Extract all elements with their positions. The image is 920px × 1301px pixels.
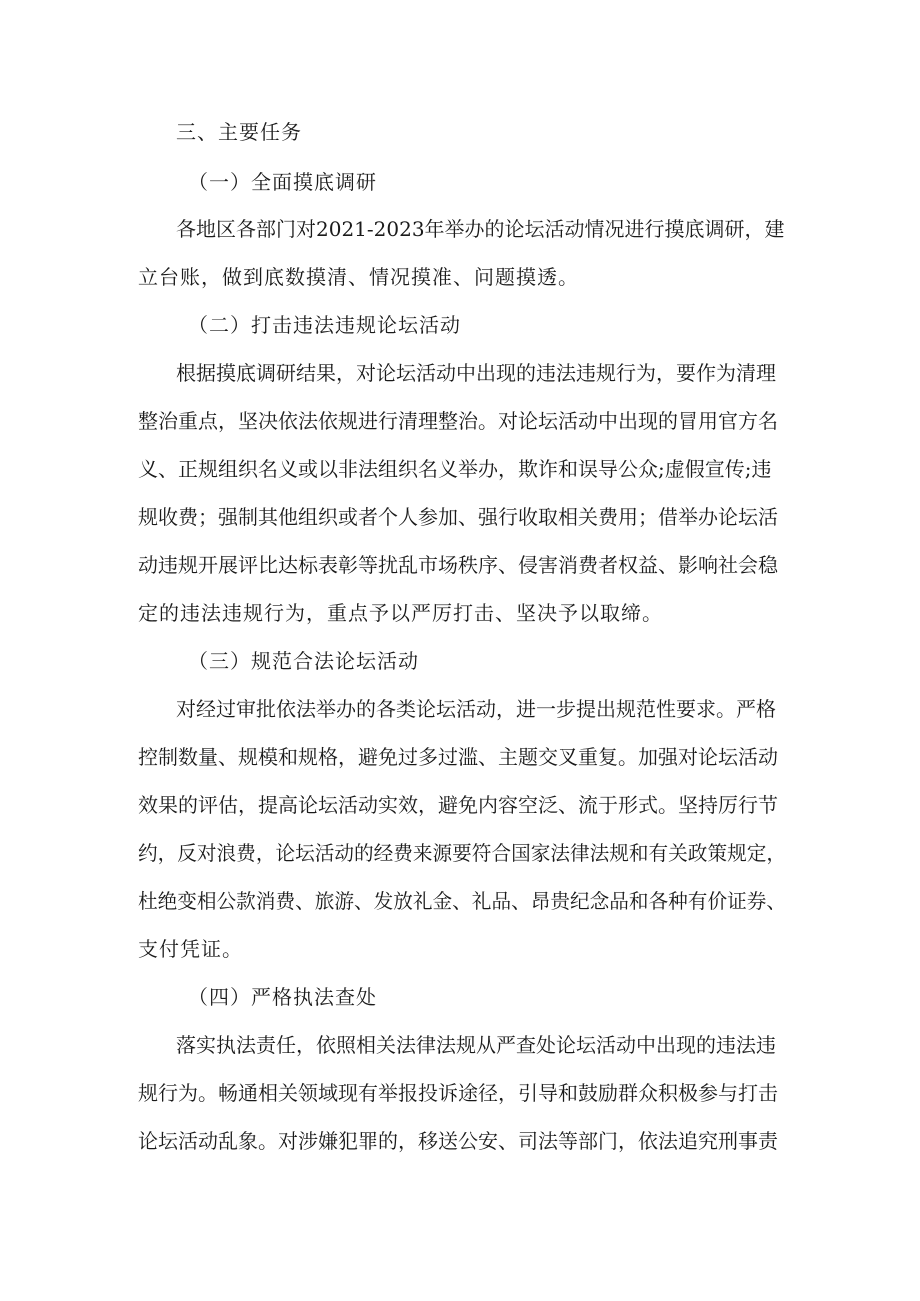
subsection-heading-4: （四）严格执法查处: [188, 985, 377, 1009]
subsection-heading-2: （二）打击违法违规论坛活动: [188, 313, 461, 337]
paragraph-line: 论坛活动乱象。对涉嫌犯罪的，移送公安、司法等部门，依法追究刑事责: [138, 1129, 778, 1153]
paragraph-line: 各地区各部门对2021-2023年举办的论坛活动情况进行摸底调研，建: [176, 217, 785, 241]
paragraph-line: 对经过审批依法举办的各类论坛活动，进一步提出规范性要求。严格: [176, 697, 776, 721]
paragraph-line: 效果的评估，提高论坛活动实效，避免内容空泛、流于形式。坚持厉行节: [138, 793, 778, 817]
paragraph-line: 规收费；强制其他组织或者个人参加、强行收取相关费用；借举办论坛活: [138, 505, 778, 529]
paragraph-line: 整治重点，坚决依法依规进行清理整治。对论坛活动中出现的冒用官方名: [138, 409, 778, 433]
paragraph-line: 落实执法责任，依照相关法律法规从严查处论坛活动中出现的违法违: [176, 1033, 776, 1057]
paragraph-line: 约，反对浪费，论坛活动的经费来源要符合国家法律法规和有关政策规定，: [138, 841, 786, 865]
paragraph-line: 动违规开展评比达标表彰等扰乱市场秩序、侵害消费者权益、影响社会稳: [138, 553, 778, 577]
paragraph-line: 杜绝变相公款消费、旅游、发放礼金、礼品、昂贵纪念品和各种有价证券、: [138, 889, 786, 913]
section-heading: 三、主要任务: [176, 120, 302, 144]
paragraph-line: 根据摸底调研结果，对论坛活动中出现的违法违规行为，要作为清理: [176, 361, 776, 385]
paragraph-line: 规行为。畅通相关领域现有举报投诉途径，引导和鼓励群众积极参与打击: [138, 1081, 778, 1105]
subsection-heading-3: （三）规范合法论坛活动: [188, 649, 419, 673]
paragraph-line: 控制数量、规模和规格，避免过多过滥、主题交叉重复。加强对论坛活动: [138, 745, 778, 769]
paragraph-line: 定的违法违规行为，重点予以严厉打击、坚决予以取缔。: [138, 601, 663, 625]
paragraph-line: 义、正规组织名义或以非法组织名义举办，欺诈和误导公众;虚假宣传;违: [138, 457, 772, 481]
paragraph-line: 支付凭证。: [138, 937, 243, 961]
subsection-heading-1: （一）全面摸底调研: [188, 170, 377, 194]
paragraph-line: 立台账，做到底数摸清、情况摸准、问题摸透。: [138, 265, 579, 289]
